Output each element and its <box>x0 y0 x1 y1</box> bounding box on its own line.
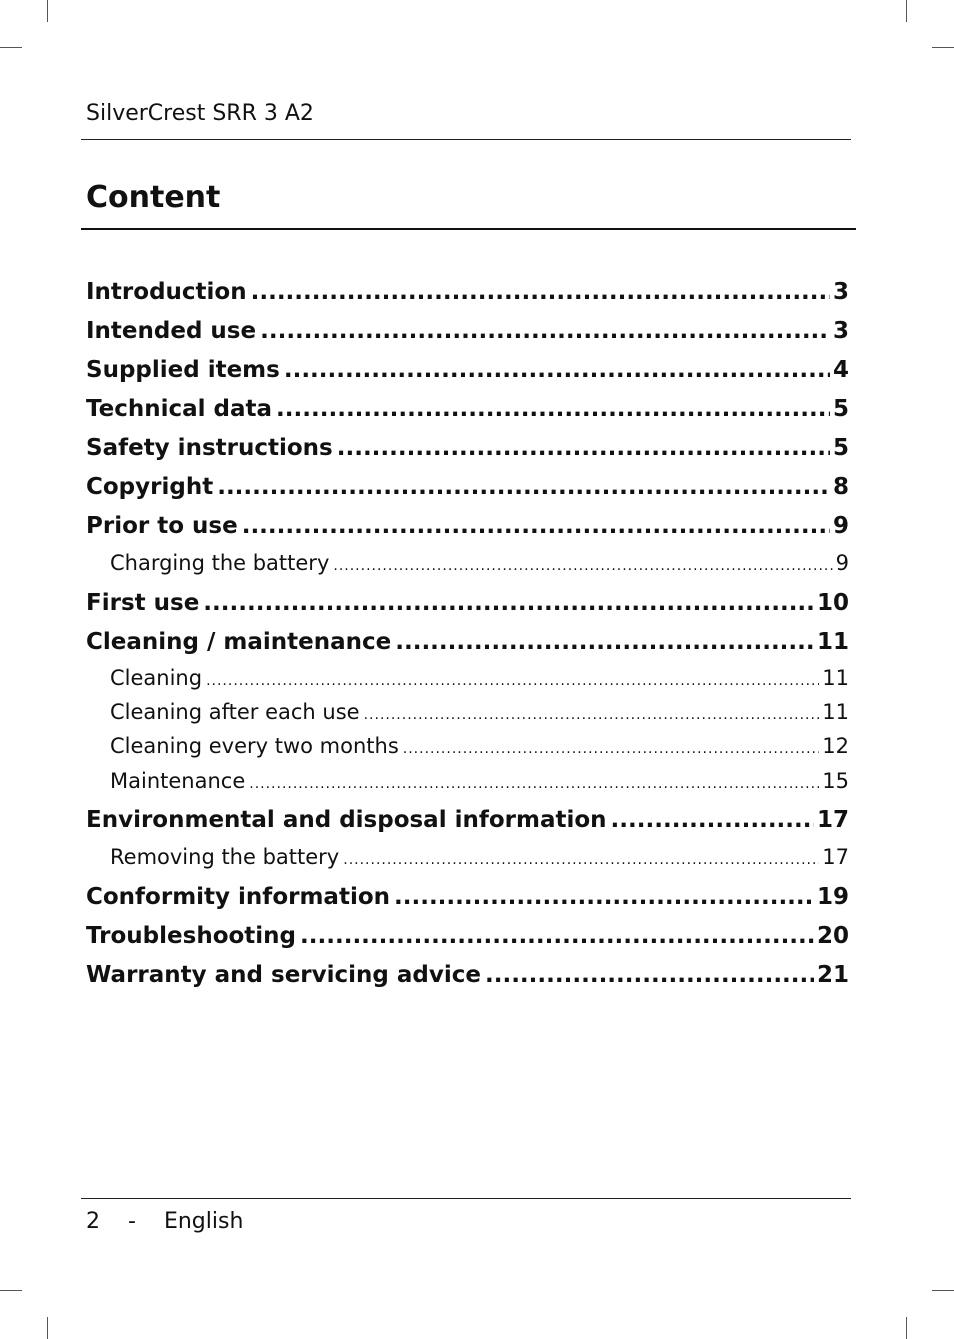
toc-entry[interactable] <box>86 314 849 348</box>
toc-entry-label: Cleaning every two months <box>110 734 399 758</box>
toc-entry-label: Cleaning / maintenance <box>86 629 392 655</box>
footer-divider <box>81 1198 851 1199</box>
toc-leader-dots <box>611 803 814 837</box>
toc-entry-label: Removing the battery <box>110 845 340 869</box>
toc-leader-dots <box>364 700 820 727</box>
toc-entry-label: First use <box>86 590 200 616</box>
toc-entry-page: 10 <box>816 590 849 616</box>
toc-entry-page: 9 <box>835 551 849 575</box>
toc-leader-dots <box>343 845 819 872</box>
crop-mark <box>932 47 954 48</box>
toc-entry-label: Safety instructions <box>86 435 333 461</box>
toc-entry[interactable] <box>110 766 849 796</box>
toc-leader-dots <box>249 769 819 796</box>
toc-leader-dots <box>251 275 830 309</box>
toc-entry[interactable] <box>86 880 849 914</box>
toc-entry[interactable] <box>86 470 849 504</box>
toc-entry-page: 5 <box>832 435 849 461</box>
toc-leader-dots <box>203 586 814 620</box>
toc-entry[interactable] <box>86 625 849 659</box>
toc-entry-label: Cleaning <box>110 666 203 690</box>
toc-entry[interactable] <box>110 842 849 872</box>
header-product-name: SilverCrest SRR 3 A2 <box>86 101 314 126</box>
toc-entry-page: 4 <box>832 357 849 383</box>
toc-entry[interactable] <box>86 509 849 543</box>
toc-entry-page: 15 <box>822 769 849 793</box>
toc-leader-dots <box>217 470 830 504</box>
toc-entry-label: Copyright <box>86 474 214 500</box>
header-divider <box>81 139 851 140</box>
toc-entry-label: Environmental and disposal information <box>86 807 607 833</box>
toc-entry-label: Technical data <box>86 396 273 422</box>
crop-mark <box>47 0 48 22</box>
toc-leader-dots <box>300 919 814 953</box>
toc-entry[interactable] <box>110 548 849 578</box>
toc-entry-label: Conformity information <box>86 884 390 910</box>
toc-leader-dots <box>260 314 830 348</box>
toc-entry-label: Charging the battery <box>110 551 330 575</box>
toc-leader-dots <box>333 551 832 578</box>
toc-entry-page: 17 <box>816 807 849 833</box>
toc-entry[interactable] <box>110 697 849 727</box>
toc-entry-page: 11 <box>816 629 849 655</box>
toc-entry-label: Introduction <box>86 279 247 305</box>
toc-leader-dots <box>276 392 830 426</box>
toc-leader-dots <box>242 509 830 543</box>
footer <box>86 1208 243 1236</box>
footer-language: English <box>163 1209 244 1234</box>
toc-entry-page: 3 <box>832 279 849 305</box>
toc-entry-page: 9 <box>832 513 849 539</box>
toc-entry[interactable] <box>86 919 849 953</box>
crop-mark <box>906 0 907 22</box>
crop-mark <box>906 1317 907 1339</box>
toc-entry-label: Supplied items <box>86 357 280 383</box>
toc-entry-label: Prior to use <box>86 513 238 539</box>
toc-entry-page: 21 <box>816 962 849 988</box>
toc-entry-label: Cleaning after each use <box>110 700 360 724</box>
toc-entry[interactable] <box>86 958 849 992</box>
toc-entry-page: 3 <box>832 318 849 344</box>
toc-entry-label: Intended use <box>86 318 257 344</box>
page-title: Content <box>86 180 221 215</box>
toc-entry-label: Warranty and servicing advice <box>86 962 481 988</box>
toc-entry-page: 19 <box>816 884 849 910</box>
footer-separator: - <box>128 1209 136 1234</box>
toc-entry[interactable] <box>110 663 849 693</box>
crop-mark <box>932 1290 954 1291</box>
toc-leader-dots <box>403 734 819 761</box>
toc-entry[interactable] <box>86 803 849 837</box>
toc-entry-label: Maintenance <box>110 769 246 793</box>
toc-entry-page: 17 <box>822 845 849 869</box>
toc-leader-dots <box>394 880 814 914</box>
toc-entry[interactable] <box>86 392 849 426</box>
footer-page-number: 2 <box>86 1209 100 1234</box>
toc-leader-dots <box>284 353 830 387</box>
toc-leader-dots <box>206 666 819 693</box>
toc-entry-page: 8 <box>832 474 849 500</box>
toc-entry-page: 5 <box>832 396 849 422</box>
crop-mark <box>47 1317 48 1339</box>
toc-entry[interactable] <box>86 275 849 309</box>
toc-leader-dots <box>395 625 814 659</box>
toc-entry[interactable] <box>86 586 849 620</box>
toc-leader-dots <box>337 431 830 465</box>
toc-entry-page: 20 <box>816 923 849 949</box>
toc-entry-page: 11 <box>822 700 849 724</box>
crop-mark <box>0 47 22 48</box>
toc-entry-page: 11 <box>822 666 849 690</box>
toc-entry-label: Troubleshooting <box>86 923 297 949</box>
crop-mark <box>0 1290 22 1291</box>
toc-entry[interactable] <box>86 353 849 387</box>
title-divider <box>81 228 856 230</box>
toc-entry-page: 12 <box>822 734 849 758</box>
toc-entry[interactable] <box>110 731 849 761</box>
toc-leader-dots <box>485 958 814 992</box>
toc-entry[interactable] <box>86 431 849 465</box>
